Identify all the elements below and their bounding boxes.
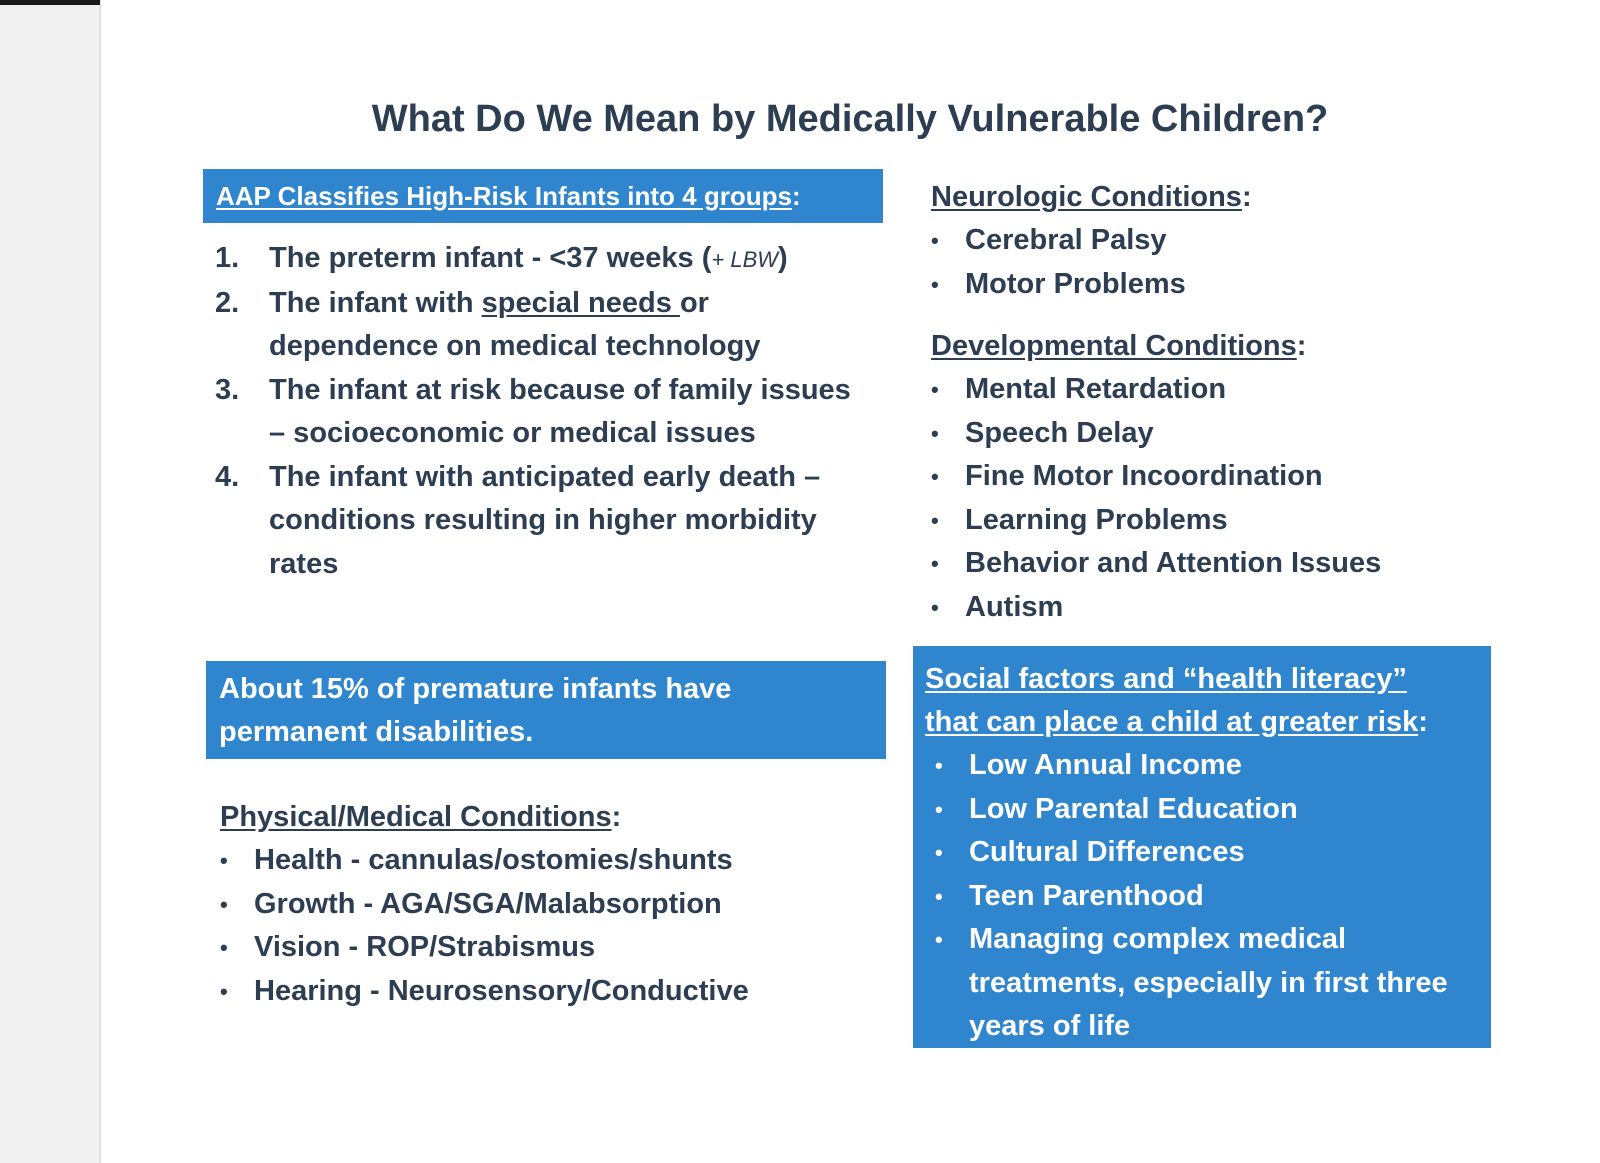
bullet-icon: • (931, 464, 939, 489)
premature-disabilities-box (206, 661, 886, 759)
list-item (215, 369, 865, 456)
list-number: 3. (215, 373, 240, 406)
bullet-icon: • (931, 377, 939, 402)
social-factors-box (913, 646, 1491, 1048)
list-number: 4. (215, 460, 240, 493)
bullet-icon: • (931, 507, 939, 533)
list-number: 1. (215, 242, 240, 274)
lbw-note: + LBW (711, 247, 779, 272)
list-item: • Hearing - Neurosensory/Conductive (220, 970, 860, 1014)
list-item (215, 237, 865, 282)
list-item: • Health - cannulas/ostomies/shunts (220, 839, 860, 883)
bullet-icon: • (220, 848, 228, 873)
social-list (925, 744, 1481, 1049)
list-text: The infant with anticipated early death – conditions resulting in higher morbidity rates (269, 460, 821, 580)
bullet-icon: • (931, 228, 939, 253)
section-heading-line2: that can place a child at greater risk: (925, 706, 1428, 738)
aap-heading-box (203, 169, 883, 223)
list-item: • Mental Retardation (931, 368, 1551, 412)
section-heading: Social factors and “health literacy” (925, 663, 1407, 695)
bullet-icon: • (935, 883, 943, 909)
bullet-icon: • (931, 551, 939, 576)
bullet-icon: • (931, 420, 939, 446)
list-item: • Low Annual Income (925, 744, 1481, 788)
neurologic-list (931, 219, 1551, 306)
list-item: • Low Parental Education (925, 788, 1481, 832)
premature-note: About 15% of premature infants have permanent disabilities. (219, 673, 732, 748)
list-item: • Cultural Differences (925, 831, 1481, 875)
special-needs-underlined: special needs (481, 286, 680, 319)
bullet-icon: • (935, 840, 943, 865)
physical-conditions-section (220, 796, 860, 1013)
bullet-icon: • (220, 891, 228, 917)
aap-groups-list (215, 237, 865, 586)
physical-list (220, 839, 860, 1013)
bullet-icon: • (220, 935, 228, 960)
bullet-icon: • (935, 796, 943, 822)
developmental-list (931, 368, 1551, 629)
list-number: 2. (215, 286, 240, 319)
list-item: • Cerebral Palsy (931, 219, 1551, 263)
list-item: • Autism (931, 586, 1551, 630)
section-heading: Neurologic Conditions: (931, 181, 1252, 213)
bullet-icon: • (935, 927, 943, 952)
list-item: • Behavior and Attention Issues (931, 542, 1551, 586)
list-item: • Managing complex medical treatments, especially in first three years of life (925, 918, 1481, 1049)
list-item: • Fine Motor Incoordination (931, 455, 1551, 499)
list-item: • Speech Delay (931, 412, 1551, 456)
list-item: • Motor Problems (931, 263, 1551, 307)
aap-heading-colon: : (791, 181, 801, 211)
list-item: • Learning Problems (931, 499, 1551, 543)
list-item: • Teen Parenthood (925, 875, 1481, 919)
bullet-icon: • (931, 594, 939, 620)
neurologic-conditions-section (931, 176, 1551, 306)
section-heading: Physical/Medical Conditions: (220, 801, 622, 833)
list-item (215, 456, 865, 587)
scan-edge (0, 0, 101, 1163)
aap-heading: AAP Classifies High-Risk Infants into 4 groups (216, 181, 792, 211)
list-text: The infant with special needs or dependence on medical technology (269, 286, 761, 362)
page-title: What Do We Mean by Medically Vulnerable Children? (371, 98, 1329, 140)
list-item: • Growth - AGA/SGA/Malabsorption (220, 883, 860, 927)
bullet-icon: • (220, 978, 228, 1004)
list-item (215, 282, 865, 369)
bullet-icon: • (935, 753, 943, 778)
section-heading: Developmental Conditions: (931, 330, 1307, 362)
list-text: The preterm infant - <37 weeks (+ LBW) (269, 242, 788, 274)
bullet-icon: • (931, 271, 939, 297)
developmental-conditions-section (931, 325, 1551, 629)
list-item: • Vision - ROP/Strabismus (220, 926, 860, 970)
scan-corner-mark (0, 0, 100, 5)
list-text: The infant at risk because of family issues – socioeconomic or medical issues (269, 373, 851, 449)
